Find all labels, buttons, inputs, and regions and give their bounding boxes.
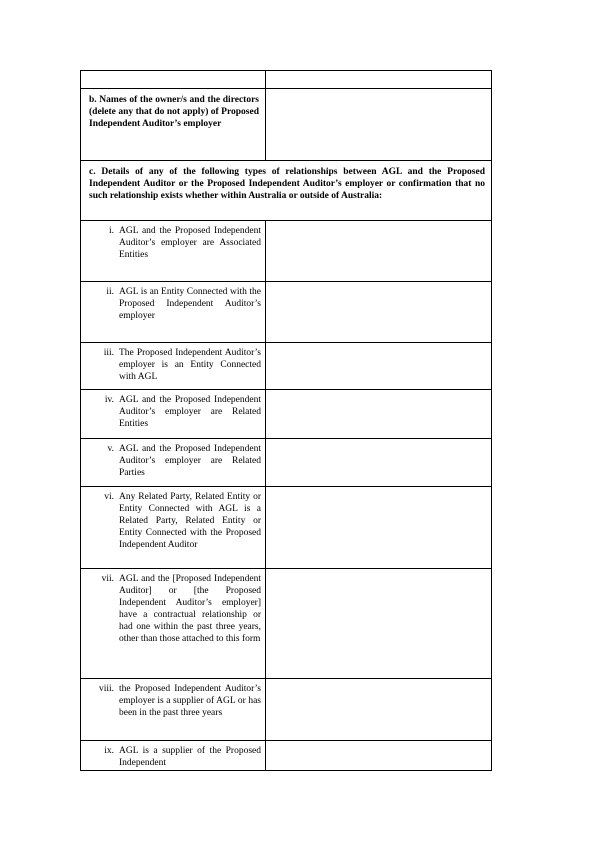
relationship-item-row [81,487,492,569]
owners-directors-question-text: b. Names of the owner/s and the directors (delete any that do not apply) of Proposed Independent Auditor’s employer [89,95,259,129]
relationship-item-question-cell [81,569,266,679]
item-text: The Proposed Independent Auditor’s employer is an Entity Connected with AGL [119,348,261,382]
item-text: AGL is a supplier of the Proposed Independent [119,746,261,768]
relationship-item-answer-cell[interactable] [266,439,492,487]
relationship-item-question-cell [81,343,266,390]
item-text: AGL is an Entity Connected with the Proposed Independent Auditor’s employer [119,287,261,321]
item-number: iv. [104,395,114,405]
item-number: viii. [98,684,114,694]
relationship-item-row [81,679,492,741]
relationship-item-answer-cell[interactable] [266,679,492,741]
item-number: i. [108,226,114,236]
item-number: v. [107,444,114,454]
item-number: vii. [101,574,114,584]
owners-directors-question-cell [81,89,266,161]
item-number: iii. [103,348,114,358]
relationship-item-question-cell [81,439,266,487]
item-number: ix. [104,746,114,756]
relationship-item-row [81,221,492,282]
item-text: the Proposed Independent Auditor’s employer is a supplier of AGL or has been in the past three years [119,684,261,718]
item-number: vi. [104,492,114,502]
relationship-item-question-cell [81,221,266,282]
auditor-relationship-form-table [80,70,492,771]
relationship-item-row [81,343,492,390]
blank-top-row [81,71,492,89]
item-text: AGL and the Proposed Independent Auditor’s employer are Associated Entities [119,226,261,260]
relationship-item-answer-cell[interactable] [266,221,492,282]
relationship-item-row [81,741,492,771]
relationship-item-question-cell [81,390,266,439]
item-text: AGL and the Proposed Independent Auditor’s employer are Related Entities [119,395,261,429]
relationship-item-row [81,282,492,343]
relationship-item-answer-cell[interactable] [266,390,492,439]
item-text: AGL and the [Proposed Independent Auditor] or [the Proposed Independent Auditor’s employer] have a contractual relationship or had one within the past three years, other than those attached to this form [119,574,261,644]
item-number: ii. [106,287,114,297]
relationship-item-answer-cell[interactable] [266,741,492,771]
relationship-item-row [81,569,492,679]
owners-directors-answer-cell[interactable] [266,89,492,161]
relationship-item-row [81,390,492,439]
relationship-item-question-cell [81,282,266,343]
item-text: Any Related Party, Related Entity or Entity Connected with AGL is a Related Party, Related Entity or Entity Connected with the Proposed Independent Auditor [119,492,261,550]
relationship-item-answer-cell[interactable] [266,282,492,343]
relationship-item-answer-cell[interactable] [266,569,492,679]
relationship-item-answer-cell[interactable] [266,487,492,569]
relationship-details-row [81,161,492,221]
relationship-item-question-cell [81,679,266,741]
relationship-details-cell [81,161,492,221]
relationship-item-question-cell [81,487,266,569]
relationship-item-question-cell [81,741,266,771]
owners-directors-row [81,89,492,161]
relationship-details-text: c. Details of any of the following types of relationships between AGL and the Proposed Independent Auditor or the Proposed Independent Auditor’s employer or confirmation that no such relationship exists whether within Australia or outside of Australia: [89,167,485,201]
item-text: AGL and the Proposed Independent Auditor’s employer are Related Parties [119,444,261,478]
blank-top-right-cell[interactable] [266,71,492,89]
relationship-item-answer-cell[interactable] [266,343,492,390]
blank-top-left-cell [81,71,266,89]
relationship-item-row [81,439,492,487]
